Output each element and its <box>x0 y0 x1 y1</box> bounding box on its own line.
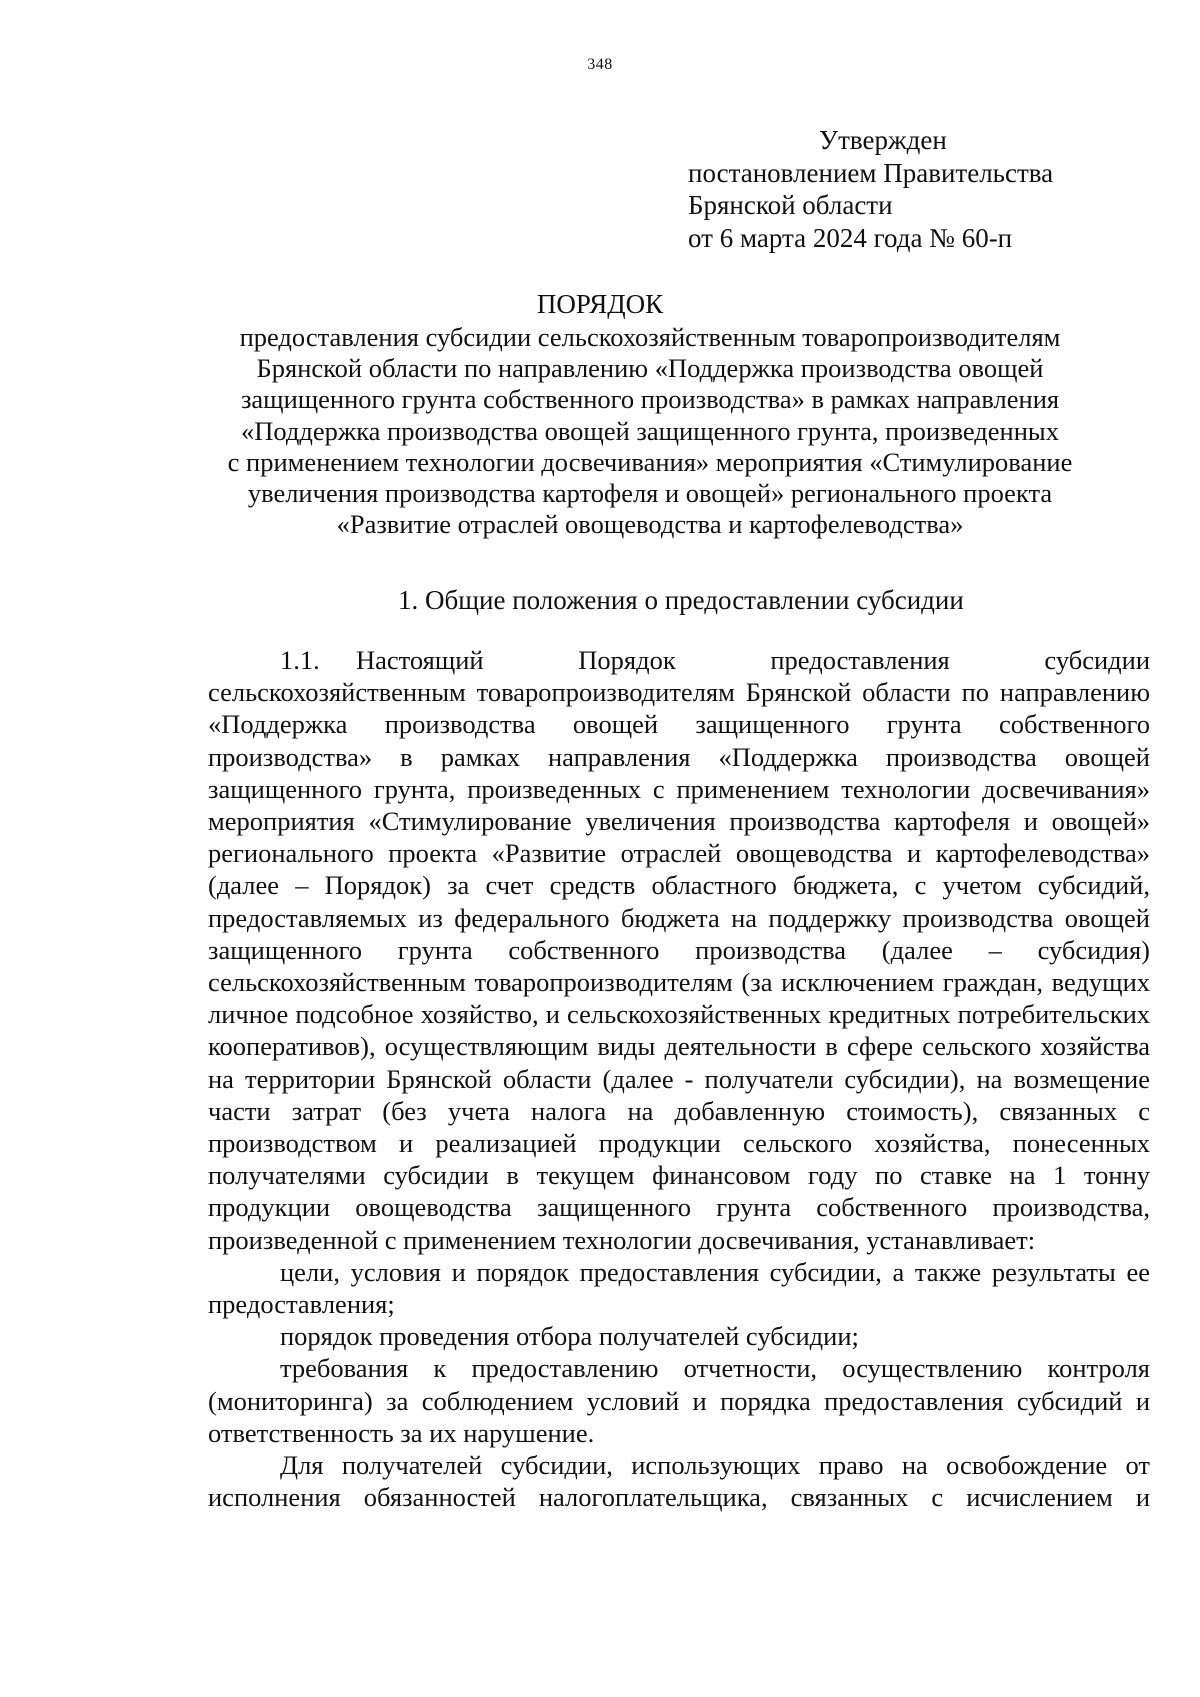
clause-paragraph <box>208 644 1150 1256</box>
subtitle-line: предоставления субсидии сельскохозяйственным товаропроизводителям <box>239 322 1061 352</box>
subtitle-line: Брянской области по направлению «Поддержка производства овощей <box>256 353 1044 384</box>
page-number: 348 <box>587 56 613 73</box>
subtitle-line: «Поддержка производства овощей защищенного грунта, произведенных <box>241 415 1059 446</box>
list-item: требования к предоставлению отчетности, осуществлению контроля (мониторинга) за соблюдением условий и порядка предоставления субсидий и ответственность за их нарушение. <box>208 1353 1150 1448</box>
subtitle-line: «Развитие отраслей овощеводства и картофелеводства» <box>336 509 964 540</box>
list-item: цели, условия и порядок предоставления субсидии, а также результаты ее предоставления; <box>208 1256 1150 1320</box>
approval-line: Утвержден <box>819 125 947 155</box>
document-title: ПОРЯДОК <box>536 289 664 319</box>
approval-stamp <box>688 124 1168 254</box>
section-heading: 1. Общие положения о предоставлении субсидии <box>398 585 964 615</box>
clause-number: 1.1. <box>280 645 320 675</box>
approval-line: Брянской области <box>688 190 893 220</box>
document-body <box>208 644 1150 1513</box>
approval-line: постановлением Правительства <box>688 157 1054 188</box>
clause-text: Настоящий Порядок предоставления субсидии сельскохозяйственным товаропроизводителям Брянской области по направлению «Поддержка производства овощей защищенного грунта собственного производства» в рамках направления «Поддержка производства овощей защищенного грунта, произведенных с применением технологии досвечивания» мероприятия «Стимулирование увеличения производства картофеля и овощей» регионального проекта «Развитие отраслей овощеводства и картофелеводства» (далее – Порядок) за счет средств областного бюджета, с учетом субсидий, предоставляемых из федерального бюджета на поддержку производства овощей защищенного грунта собственного производства (далее – субсидия) сельскохозяйственным товаропроизводителям (за исключением граждан, ведущих личное подсобное хозяйство, и сельскохозяйственных кредитных потребительских кооперативов), осуществляющим виды деятельности в сфере сельского хозяйства на территории Брянской области (далее - получатели субсидии), на возмещение части затрат (без учета налога на добавленную стоимость), связанных с производством и реализацией продукции сельского хозяйства, понесенных получателями субсидии в текущем финансовом году по ставке на 1 тонну продукции овощеводства защищенного грунта собственного производства, произведенной с применением технологии досвечивания, устанавливает: <box>208 645 1150 1255</box>
list-item: порядок проведения отбора получателей субсидии; <box>280 1321 859 1352</box>
subtitle-line: с применением технологии досвечивания» мероприятия «Стимулирование <box>227 446 1073 477</box>
subtitle-line: увеличения производства картофеля и овощей» регионального проекта <box>247 478 1053 509</box>
subtitle-line: защищенного грунта собственного производства» в рамках направления <box>240 384 1060 415</box>
document-subtitle <box>190 322 1110 540</box>
final-paragraph: Для получателей субсидии, использующих право на освобождение от исполнения обязанностей налогоплательщика, связанных с исчислением и <box>208 1450 1150 1513</box>
approval-line: от 6 марта 2024 года № 60-п <box>688 222 1013 253</box>
